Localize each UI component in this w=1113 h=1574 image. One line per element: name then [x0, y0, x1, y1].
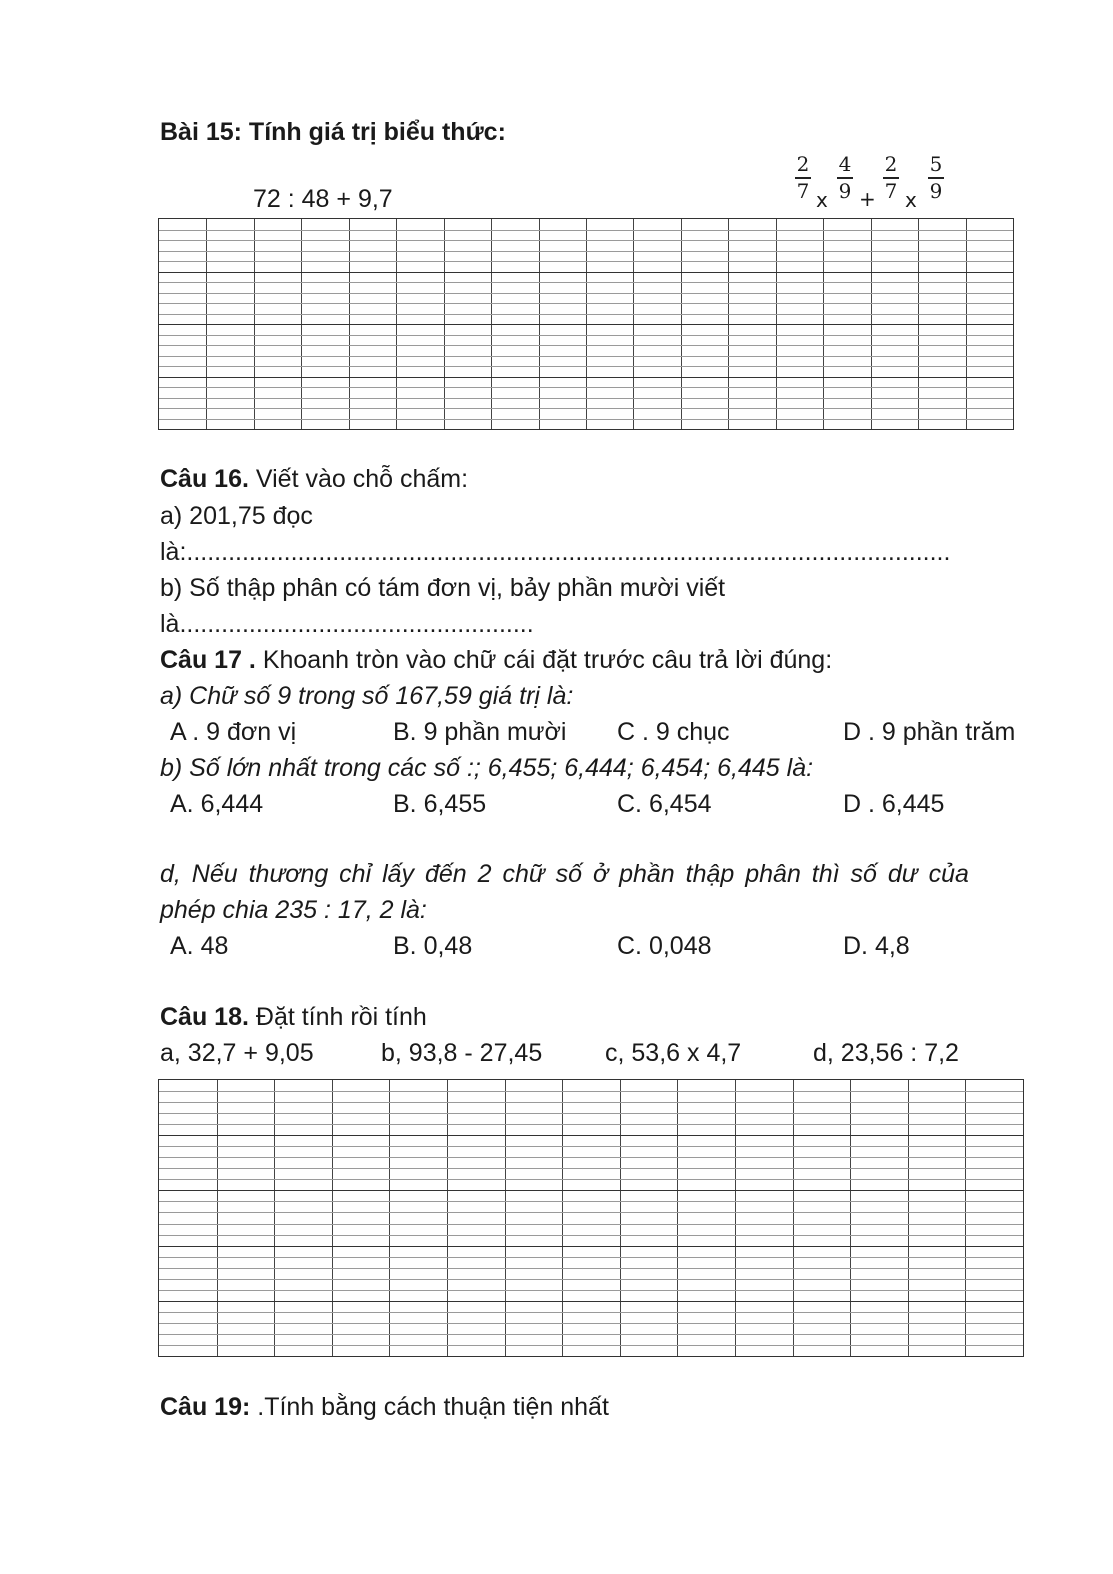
cau18-part-d: d, 23,56 : 7,2 — [813, 1039, 959, 1067]
grid-column-line — [850, 1080, 851, 1356]
option-c[interactable]: C . 9 chục — [617, 718, 730, 746]
grid-row-line — [159, 1113, 1023, 1114]
grid-row-line — [159, 1091, 1023, 1092]
bai15-label: Bài 15: — [160, 118, 242, 146]
grid-row-line — [159, 408, 1013, 409]
fraction-1-denominator: 7 — [796, 179, 810, 203]
grid-row-line — [159, 1135, 1023, 1136]
grid-row-line — [159, 387, 1013, 388]
bai15-heading — [160, 120, 506, 145]
grid-column-line — [735, 1080, 736, 1356]
cau16-b-line1: b) Số thập phân có tám đơn vị, bảy phần mười viết — [160, 574, 726, 602]
grid-column-line — [389, 1080, 390, 1356]
cau18-part-b: b, 93,8 - 27,45 — [381, 1039, 543, 1067]
bai15-expression-a: 72 : 48 + 9,7 — [253, 185, 393, 213]
grid-column-line — [965, 1080, 966, 1356]
grid-column-line — [620, 1080, 621, 1356]
grid-row-line — [159, 324, 1013, 325]
grid-row-line — [159, 240, 1013, 241]
grid-row-line — [159, 1124, 1023, 1125]
grid-row-line — [159, 1301, 1023, 1302]
grid-row-line — [159, 303, 1013, 304]
option-a[interactable]: A. 48 — [170, 932, 229, 960]
fraction-1 — [793, 152, 813, 202]
grid-row-line — [159, 1168, 1023, 1169]
grid-column-line — [332, 1080, 333, 1356]
cau19-heading — [160, 1395, 609, 1420]
grid-row-line — [159, 1224, 1023, 1225]
operator-2: + — [859, 187, 876, 211]
grid-column-line — [562, 1080, 563, 1356]
fraction-2-numerator: 4 — [838, 152, 852, 176]
grid-row-line — [159, 345, 1013, 346]
grid-row-line — [159, 1157, 1023, 1158]
fraction-4-numerator: 5 — [929, 152, 943, 176]
cau18-work-grid — [158, 1079, 1024, 1357]
cau19-label: Câu 19: — [160, 1393, 251, 1421]
cau18-part-c: c, 53,6 x 4,7 — [605, 1039, 742, 1067]
grid-row-line — [159, 1179, 1023, 1180]
cau19-title: .Tính bằng cách thuận tiện nhất — [250, 1393, 609, 1421]
option-b[interactable]: B. 9 phần mười — [393, 718, 567, 746]
grid-column-line — [677, 1080, 678, 1356]
grid-row-line — [159, 1246, 1023, 1247]
grid-column-line — [505, 1080, 506, 1356]
grid-row-line — [159, 1268, 1023, 1269]
cau17-question-d-line2: phép chia 235 : 17, 2 là: — [160, 896, 427, 924]
cau17-heading — [160, 648, 832, 673]
cau16-b-answer-line: là................................................... — [160, 612, 534, 637]
cau17-label: Câu 17 . — [160, 646, 256, 674]
grid-row-line — [159, 1212, 1023, 1213]
grid-row-line — [159, 230, 1013, 231]
grid-column-line — [793, 1080, 794, 1356]
grid-row-line — [159, 251, 1013, 252]
option-d[interactable]: D. 4,8 — [843, 932, 910, 960]
grid-column-line — [217, 1080, 218, 1356]
grid-row-line — [159, 261, 1013, 262]
fraction-4 — [926, 152, 946, 202]
bai15-title: Tính giá trị biểu thức: — [241, 118, 506, 146]
option-d[interactable]: D . 9 phần trăm — [843, 718, 1016, 746]
grid-row-line — [159, 1323, 1023, 1324]
grid-row-line — [159, 366, 1013, 367]
grid-row-line — [159, 272, 1013, 273]
fraction-1-numerator: 2 — [796, 152, 810, 176]
cau18-label: Câu 18. — [160, 1003, 249, 1031]
grid-row-line — [159, 282, 1013, 283]
grid-column-line — [447, 1080, 448, 1356]
grid-row-line — [159, 419, 1013, 420]
fraction-3-denominator: 7 — [884, 179, 898, 203]
grid-row-line — [159, 293, 1013, 294]
cau18-title: Đặt tính rồi tính — [248, 1003, 427, 1031]
grid-row-line — [159, 1190, 1023, 1191]
cau18-heading — [160, 1005, 427, 1030]
grid-column-line — [274, 1080, 275, 1356]
bai15-work-grid — [158, 218, 1014, 430]
cau16-title: Viết vào chỗ chấm: — [248, 465, 469, 493]
grid-row-line — [159, 1279, 1023, 1280]
fraction-3 — [881, 152, 901, 202]
grid-column-line — [908, 1080, 909, 1356]
cau17-question-a: a) Chữ số 9 trong số 167,59 giá trị là: — [160, 682, 574, 710]
cau17-question-b: b) Số lớn nhất trong các số :; 6,455; 6,444; 6,454; 6,445 là: — [160, 754, 814, 782]
option-a[interactable]: A . 9 đơn vị — [170, 718, 297, 746]
grid-row-line — [159, 1312, 1023, 1313]
grid-row-line — [159, 314, 1013, 315]
cau16-a-line1: a) 201,75 đọc — [160, 502, 313, 530]
grid-row-line — [159, 377, 1013, 378]
grid-row-line — [159, 1334, 1023, 1335]
option-b[interactable]: B. 0,48 — [393, 932, 473, 960]
operator-3: x — [905, 188, 917, 212]
grid-row-line — [159, 1257, 1023, 1258]
cau16-label: Câu 16. — [160, 465, 249, 493]
operator-1: x — [816, 188, 828, 212]
option-c[interactable]: C. 0,048 — [617, 932, 712, 960]
option-a[interactable]: A. 6,444 — [170, 790, 264, 818]
option-b[interactable]: B. 6,455 — [393, 790, 487, 818]
grid-row-line — [159, 1235, 1023, 1236]
grid-row-line — [159, 335, 1013, 336]
option-c[interactable]: C. 6,454 — [617, 790, 712, 818]
grid-row-line — [159, 1345, 1023, 1346]
grid-row-line — [159, 1201, 1023, 1202]
option-d[interactable]: D . 6,445 — [843, 790, 945, 818]
grid-row-line — [159, 1102, 1023, 1103]
fraction-4-denominator: 9 — [929, 179, 943, 203]
cau17-question-d-line1: d, Nếu thương chỉ lấy đến 2 chữ số ở phần thập phân thì số dư của — [160, 860, 969, 888]
fraction-2 — [835, 152, 855, 202]
grid-row-line — [159, 356, 1013, 357]
cau16-a-answer-line: là:.............................................................................................................. — [160, 540, 951, 565]
cau17-title: Khoanh tròn vào chữ cái đặt trước câu trả lời đúng: — [255, 646, 833, 674]
fraction-2-denominator: 9 — [838, 179, 852, 203]
grid-row-line — [159, 1290, 1023, 1291]
grid-row-line — [159, 398, 1013, 399]
cau16-heading — [160, 467, 468, 492]
grid-row-line — [159, 1146, 1023, 1147]
cau18-part-a: a, 32,7 + 9,05 — [160, 1039, 314, 1067]
fraction-3-numerator: 2 — [884, 152, 898, 176]
